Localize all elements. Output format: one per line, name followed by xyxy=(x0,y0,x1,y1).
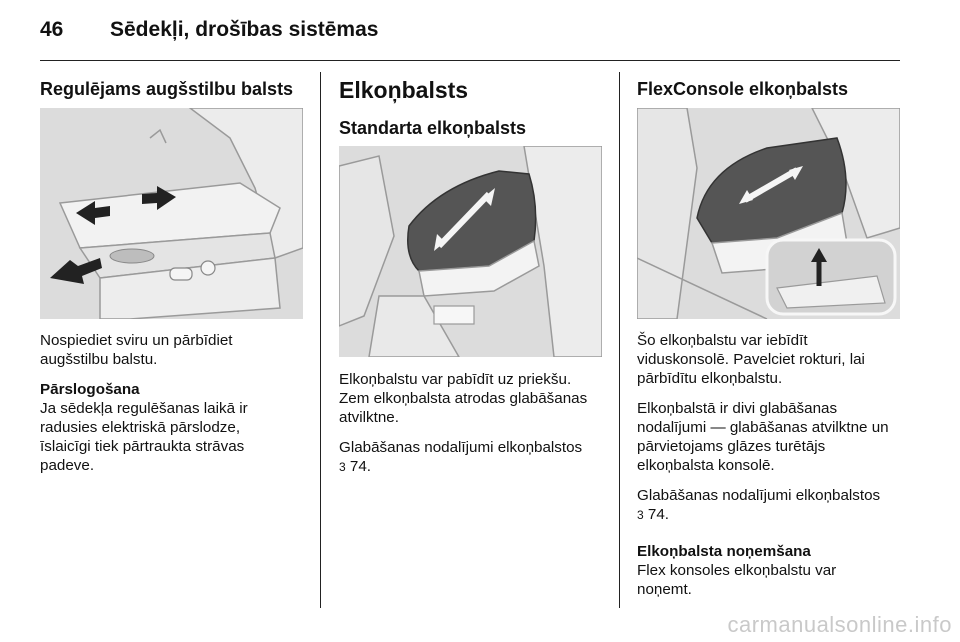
column-divider-2 xyxy=(619,72,620,608)
header-rule xyxy=(40,60,900,61)
col1-para2-line4: padeve. xyxy=(40,457,95,474)
watermark: carmanualsonline.info xyxy=(727,612,952,637)
col3-page-reference[interactable] xyxy=(637,505,912,525)
col1-para2-line3: īslaicīgi tiek pārtraukta strāvas xyxy=(40,438,245,455)
page-number: 46 xyxy=(40,18,64,41)
col2-para2-line1: Glabāšanas nodalījumi elkoņbalstos xyxy=(339,439,583,456)
col1-text xyxy=(40,331,310,475)
col3-para4-line2: noņemt. xyxy=(637,581,692,598)
col3-para1-line1: Šo elkoņbalstu var iebīdīt xyxy=(637,332,808,349)
subheading-armrest-removal: Elkoņbalsta noņemšana xyxy=(637,543,811,560)
col3-para4-line1: Flex konsoles elkoņbalstu var xyxy=(637,562,837,579)
section-heading-flexconsole-armrest: FlexConsole elkoņbalsts xyxy=(637,79,849,99)
col3-para2-line4: elkoņbalsta konsolē. xyxy=(637,457,775,474)
figure-flexconsole-armrest xyxy=(637,108,900,319)
col3-para1-line3: pārbīdītu elkoņbalstu. xyxy=(637,370,783,387)
flexconsole-armrest-illustration xyxy=(637,108,900,319)
col2-page-reference[interactable] xyxy=(339,457,609,477)
reference-arrow-icon: 3 xyxy=(339,460,346,474)
col3-para2-line1: Elkoņbalstā ir divi glabāšanas xyxy=(637,400,838,417)
standard-armrest-illustration xyxy=(339,146,602,357)
col1-para2-line2: radusies elektriskā pārslodze, xyxy=(40,419,241,436)
section-heading-armrest: Elkoņbalsts xyxy=(339,77,469,103)
column-divider-1 xyxy=(320,72,321,608)
col3-para2-line2: nodalījumi — glabāšanas atvilktne un xyxy=(637,419,889,436)
col3-text xyxy=(637,331,912,599)
col3-para2-line3: pārvietojams glāzes turētājs xyxy=(637,438,826,455)
col2-para1-line1: Elkoņbalstu var pabīdīt uz priekšu. xyxy=(339,371,572,388)
col1-para2-line1: Ja sēdekļa regulēšanas laikā ir xyxy=(40,400,248,417)
subheading-overload: Pārslogošana xyxy=(40,381,140,398)
col2-para1-line3: atvilktne. xyxy=(339,409,399,426)
figure-thigh-support xyxy=(40,108,303,319)
page-header-title: Sēdekļi, drošības sistēmas xyxy=(110,18,379,41)
subsection-heading-standard-armrest: Standarta elkoņbalsts xyxy=(339,118,527,138)
col1-para1-line1: Nospiediet sviru un pārbīdiet xyxy=(40,332,233,349)
col3-para3-line1: Glabāšanas nodalījumi elkoņbalstos xyxy=(637,487,881,504)
section-heading-thigh-support: Regulējams augšstilbu balsts xyxy=(40,79,294,99)
reference-arrow-icon: 3 xyxy=(637,508,644,522)
col1-para1-line2: augšstilbu balstu. xyxy=(40,351,158,368)
col2-ref-page: 74. xyxy=(345,458,372,475)
thigh-support-illustration xyxy=(40,108,303,319)
col3-ref-page: 74. xyxy=(643,506,670,523)
col2-text xyxy=(339,370,609,477)
col2-para1-line2: Zem elkoņbalsta atrodas glabāšanas xyxy=(339,390,588,407)
figure-standard-armrest xyxy=(339,146,602,357)
col3-para1-line2: viduskonsolē. Pavelciet rokturi, lai xyxy=(637,351,865,368)
